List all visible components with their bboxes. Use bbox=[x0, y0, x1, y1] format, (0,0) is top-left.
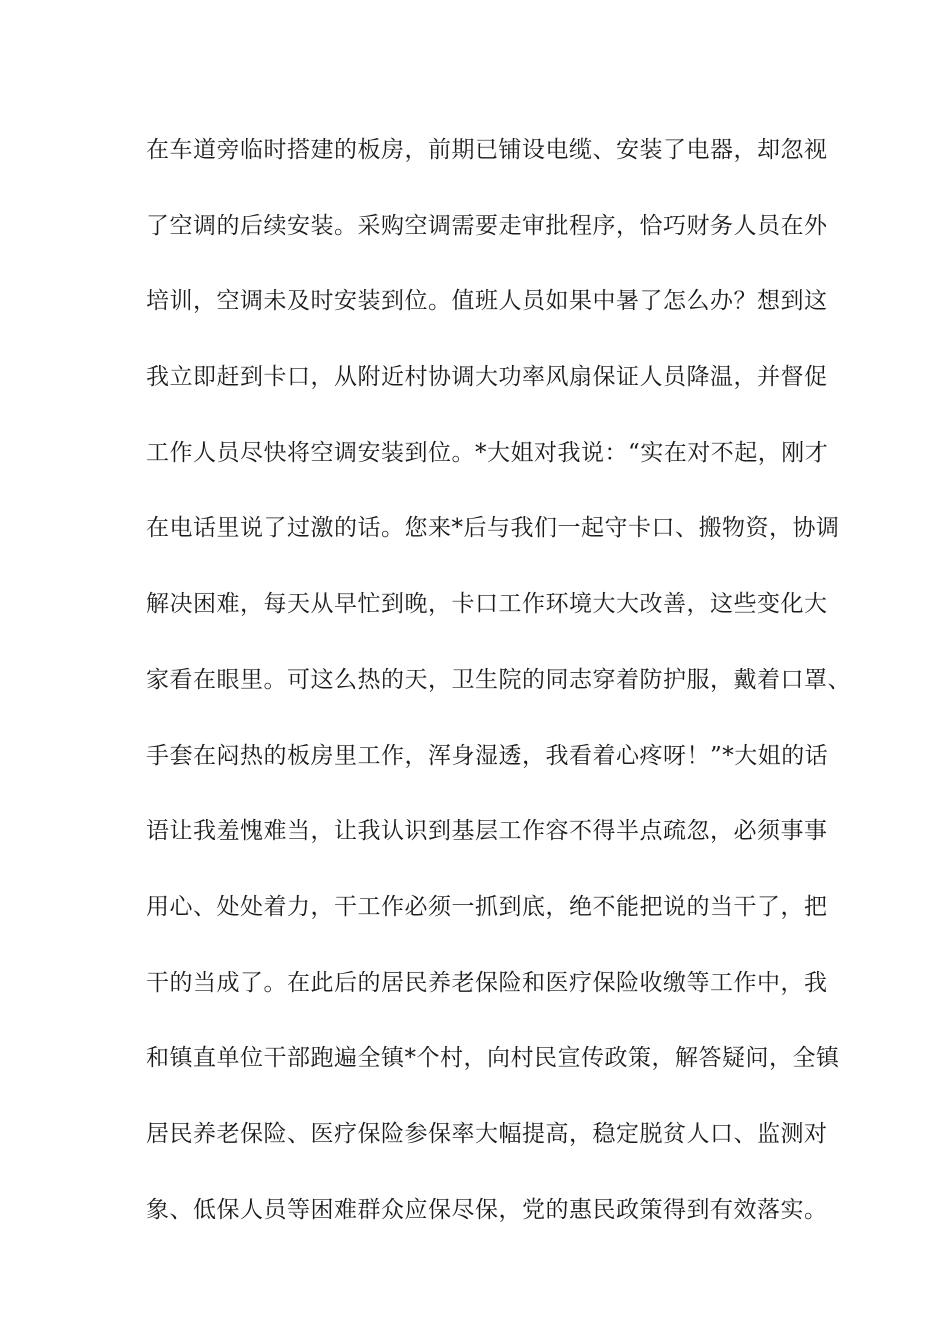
text-line: 在电话里说了过激的话。您来*后与我们一起守卡口、搬物资，协调 bbox=[146, 515, 840, 542]
text-line: 了空调的后续安装。采购空调需要走审批程序，恰巧财务人员在外 bbox=[146, 212, 828, 239]
body-text bbox=[146, 130, 851, 1265]
text-line: 培训，空调未及时安装到位。值班人员如果中暑了怎么办？想到这 bbox=[146, 288, 828, 315]
text-line: 家看在眼里。可这么热的天，卫生院的同志穿着防护服，戴着口罩、 bbox=[146, 666, 851, 693]
text-line: 语让我羞愧难当，让我认识到基层工作容不得半点疏忽，必须事事 bbox=[146, 818, 828, 845]
text-line: 用心、处处着力，干工作必须一抓到底，绝不能把说的当干了，把 bbox=[146, 893, 828, 920]
text-line: 干的当成了。在此后的居民养老保险和医疗保险收缴等工作中，我 bbox=[146, 969, 828, 996]
text-line: 工作人员尽快将空调安装到位。*大姐对我说：“实在对不起，刚才 bbox=[146, 439, 829, 466]
text-line: 象、低保人员等困难群众应保尽保，党的惠民政策得到有效落实。 bbox=[146, 1196, 828, 1223]
text-line: 解决困难，每天从早忙到晚，卡口工作环境大大改善，这些变化大 bbox=[146, 591, 828, 618]
text-line: 我立即赶到卡口，从附近村协调大功率风扇保证人员降温，并督促 bbox=[146, 364, 828, 391]
text-line: 在车道旁临时搭建的板房，前期已铺设电缆、安装了电器，却忽视 bbox=[146, 137, 828, 163]
text-line: 居民养老保险、医疗保险参保率大幅提高，稳定脱贫人口、监测对 bbox=[146, 1120, 828, 1147]
text-line: 和镇直单位干部跑遍全镇*个村，向村民宣传政策，解答疑问，全镇 bbox=[146, 1045, 840, 1072]
text-line: 手套在闷热的板房里工作，浑身湿透，我看着心疼呀！”*大姐的话 bbox=[146, 742, 829, 769]
